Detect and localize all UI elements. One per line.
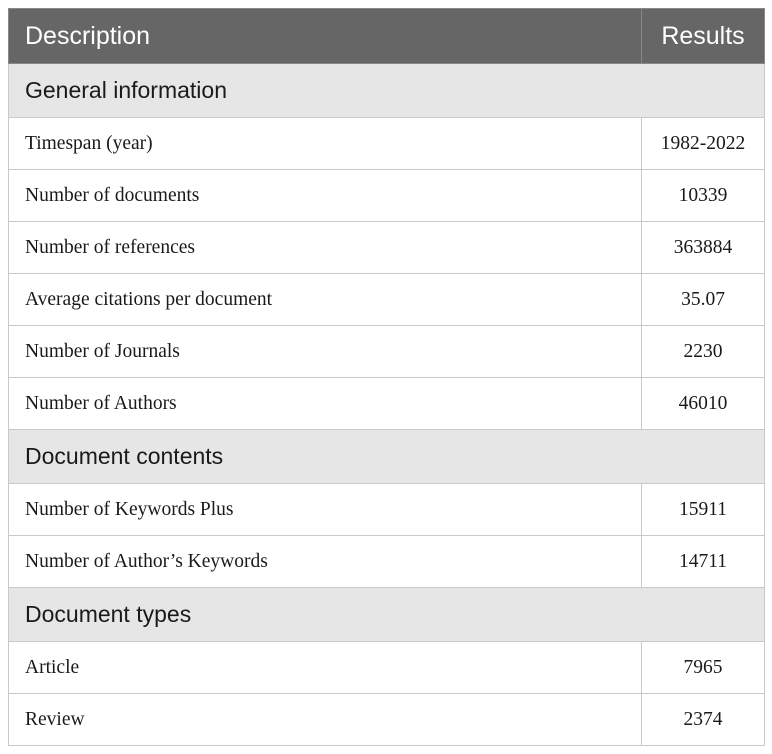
row-label: Review (9, 694, 642, 746)
section-row-document-types (9, 588, 765, 642)
results-column-header: Results (642, 9, 765, 64)
table-row (9, 378, 765, 430)
table-row (9, 694, 765, 746)
header-row (9, 9, 765, 64)
row-label: Number of Authors (9, 378, 642, 430)
table-row (9, 536, 765, 588)
table-row (9, 642, 765, 694)
description-column-header: Description (9, 9, 642, 64)
table-header (9, 9, 765, 64)
row-label: Number of Journals (9, 326, 642, 378)
row-value: 46010 (642, 378, 765, 430)
row-label: Number of Keywords Plus (9, 484, 642, 536)
results-table-container (8, 8, 764, 746)
row-value: 14711 (642, 536, 765, 588)
row-label: Timespan (year) (9, 118, 642, 170)
row-value: 363884 (642, 222, 765, 274)
table-row (9, 118, 765, 170)
row-value: 2230 (642, 326, 765, 378)
row-value: 7965 (642, 642, 765, 694)
table-body (9, 64, 765, 746)
table-row (9, 326, 765, 378)
row-value: 10339 (642, 170, 765, 222)
table-row (9, 484, 765, 536)
row-label: Average citations per document (9, 274, 642, 326)
table-row (9, 274, 765, 326)
row-value: 15911 (642, 484, 765, 536)
row-value: 1982-2022 (642, 118, 765, 170)
row-value: 2374 (642, 694, 765, 746)
section-title: Document contents (9, 430, 765, 484)
section-title: Document types (9, 588, 765, 642)
row-label: Number of references (9, 222, 642, 274)
row-label: Article (9, 642, 642, 694)
table-row (9, 222, 765, 274)
row-label: Number of Author’s Keywords (9, 536, 642, 588)
table-row (9, 170, 765, 222)
section-row-general-information (9, 64, 765, 118)
row-label: Number of documents (9, 170, 642, 222)
row-value: 35.07 (642, 274, 765, 326)
section-row-document-contents (9, 430, 765, 484)
results-table (8, 8, 765, 746)
section-title: General information (9, 64, 765, 118)
